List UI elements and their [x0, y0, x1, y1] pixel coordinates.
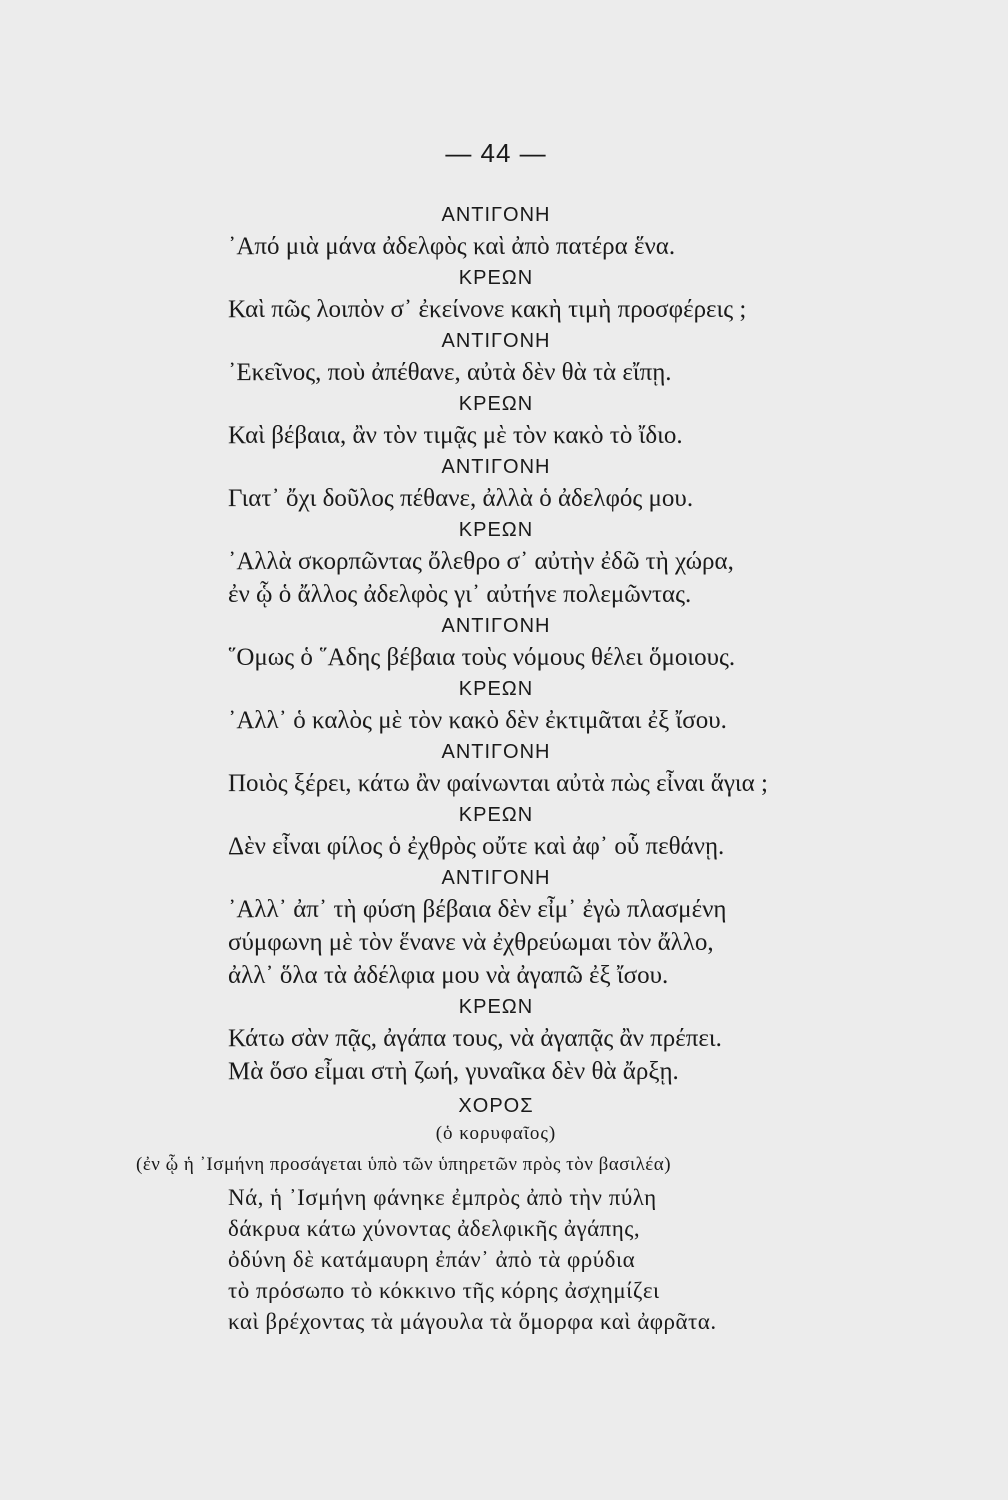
- speaker-label: ΚΡΕΩΝ: [458, 678, 534, 700]
- chorus-line: ὀδύνη δὲ κατάμαυρη ἐπάν᾽ ἀπὸ τὰ φρύδια: [228, 1247, 636, 1272]
- speaker-label: ΚΡΕΩΝ: [458, 393, 534, 415]
- page-number: — 44 —: [445, 138, 547, 168]
- speaker-label: ΑΝΤΙΓΟΝΗ: [441, 741, 551, 763]
- verse-line: ᾽Από μιὰ μάνα ἀδελφὸς καὶ ἀπὸ πατέρα ἕνα.: [228, 233, 676, 260]
- speaker-label: ΚΡΕΩΝ: [458, 267, 534, 289]
- chorus-line: καὶ βρέχοντας τὰ μάγουλα τὰ ὅμορφα καὶ ἀφρᾶτα.: [228, 1309, 717, 1334]
- speaker-label: ΑΝΤΙΓΟΝΗ: [441, 867, 551, 889]
- verse-line: Ποιὸς ξέρει, κάτω ἂν φαίνωνται αὐτὰ πὼς εἶναι ἅγια ;: [228, 770, 768, 797]
- speaker-label: ΚΡΕΩΝ: [458, 519, 534, 541]
- stage-direction: (ἐν ᾧ ἡ ᾽Ισμήνη προσάγεται ὑπὸ τῶν ὑπηρετῶν πρὸς τὸν βασιλέα): [136, 1154, 672, 1175]
- verse-line: Μὰ ὅσο εἶμαι στὴ ζωή, γυναῖκα δὲν θὰ ἄρξῃ.: [228, 1058, 679, 1085]
- chorus-line: τὸ πρόσωπο τὸ κόκκινο τῆς κόρης ἀσχημίζει: [228, 1278, 660, 1303]
- verse-line: ᾽Αλλὰ σκορπῶντας ὄλεθρο σ᾽ αὐτὴν ἐδῶ τὴ χώρα,: [228, 548, 734, 575]
- chorus-subtitle: (ὁ κορυφαῖος): [435, 1123, 557, 1144]
- verse-line: ᾽Εκεῖνος, ποὺ ἀπέθανε, αὐτὰ δὲν θὰ τὰ εἴπῃ.: [228, 359, 672, 386]
- speaker-label: ΚΡΕΩΝ: [458, 804, 534, 826]
- verse-line: ῞Ομως ὁ ῞Αδης βέβαια τοὺς νόμους θέλει ὅμοιους.: [228, 644, 736, 671]
- verse-line: ἀλλ᾽ ὅλα τὰ ἀδέλφια μου νὰ ἀγαπῶ ἐξ ἴσου.: [228, 962, 669, 989]
- verse-line: Κάτω σὰν πᾷς, ἀγάπα τους, νὰ ἀγαπᾷς ἂν πρέπει.: [228, 1025, 722, 1052]
- verse-line: σύμφωνη μὲ τὸν ἕνανε νὰ ἐχθρεύωμαι τὸν ἄλλο,: [228, 929, 714, 956]
- verse-line: Καὶ βέβαια, ἂν τὸν τιμᾷς μὲ τὸν κακὸ τὸ ἴδιο.: [228, 422, 683, 449]
- verse-line: ᾽Αλλ᾽ ἀπ᾽ τὴ φύση βέβαια δὲν εἶμ᾽ ἐγὼ πλασμένη: [228, 896, 727, 923]
- chorus-speaker-label: ΧΟΡΟΣ: [458, 1095, 534, 1117]
- verse-line: Καὶ πῶς λοιπὸν σ᾽ ἐκείνονε κακὴ τιμὴ προσφέρεις ;: [228, 296, 747, 323]
- verse-line: ᾽Αλλ᾽ ὁ καλὸς μὲ τὸν κακὸ δὲν ἐκτιμᾶται ἐξ ἴσου.: [228, 707, 727, 734]
- speaker-label: ΑΝΤΙΓΟΝΗ: [441, 204, 551, 226]
- speaker-label: ΑΝΤΙΓΟΝΗ: [441, 456, 551, 478]
- verse-line: ἐν ᾧ ὁ ἄλλος ἀδελφὸς γι᾽ αὐτήνε πολεμῶντας.: [228, 581, 692, 608]
- speaker-label: ΑΝΤΙΓΟΝΗ: [441, 330, 551, 352]
- speaker-label: ΑΝΤΙΓΟΝΗ: [441, 615, 551, 637]
- verse-line: Γιατ᾽ ὄχι δοῦλος πέθανε, ἀλλὰ ὁ ἀδελφός μου.: [228, 485, 694, 512]
- speaker-label: ΚΡΕΩΝ: [458, 996, 534, 1018]
- verse-line: Δὲν εἶναι φίλος ὁ ἐχθρὸς οὔτε καὶ ἀφ᾽ οὗ πεθάνῃ.: [228, 833, 725, 860]
- chorus-line: Νά, ἡ ᾽Ισμήνη φάνηκε ἐμπρὸς ἀπὸ τὴν πύλη: [228, 1185, 657, 1210]
- chorus-line: δάκρυα κάτω χύνοντας ἀδελφικῆς ἀγάπης,: [228, 1216, 641, 1241]
- dialogue-block: [0, 200, 1008, 1337]
